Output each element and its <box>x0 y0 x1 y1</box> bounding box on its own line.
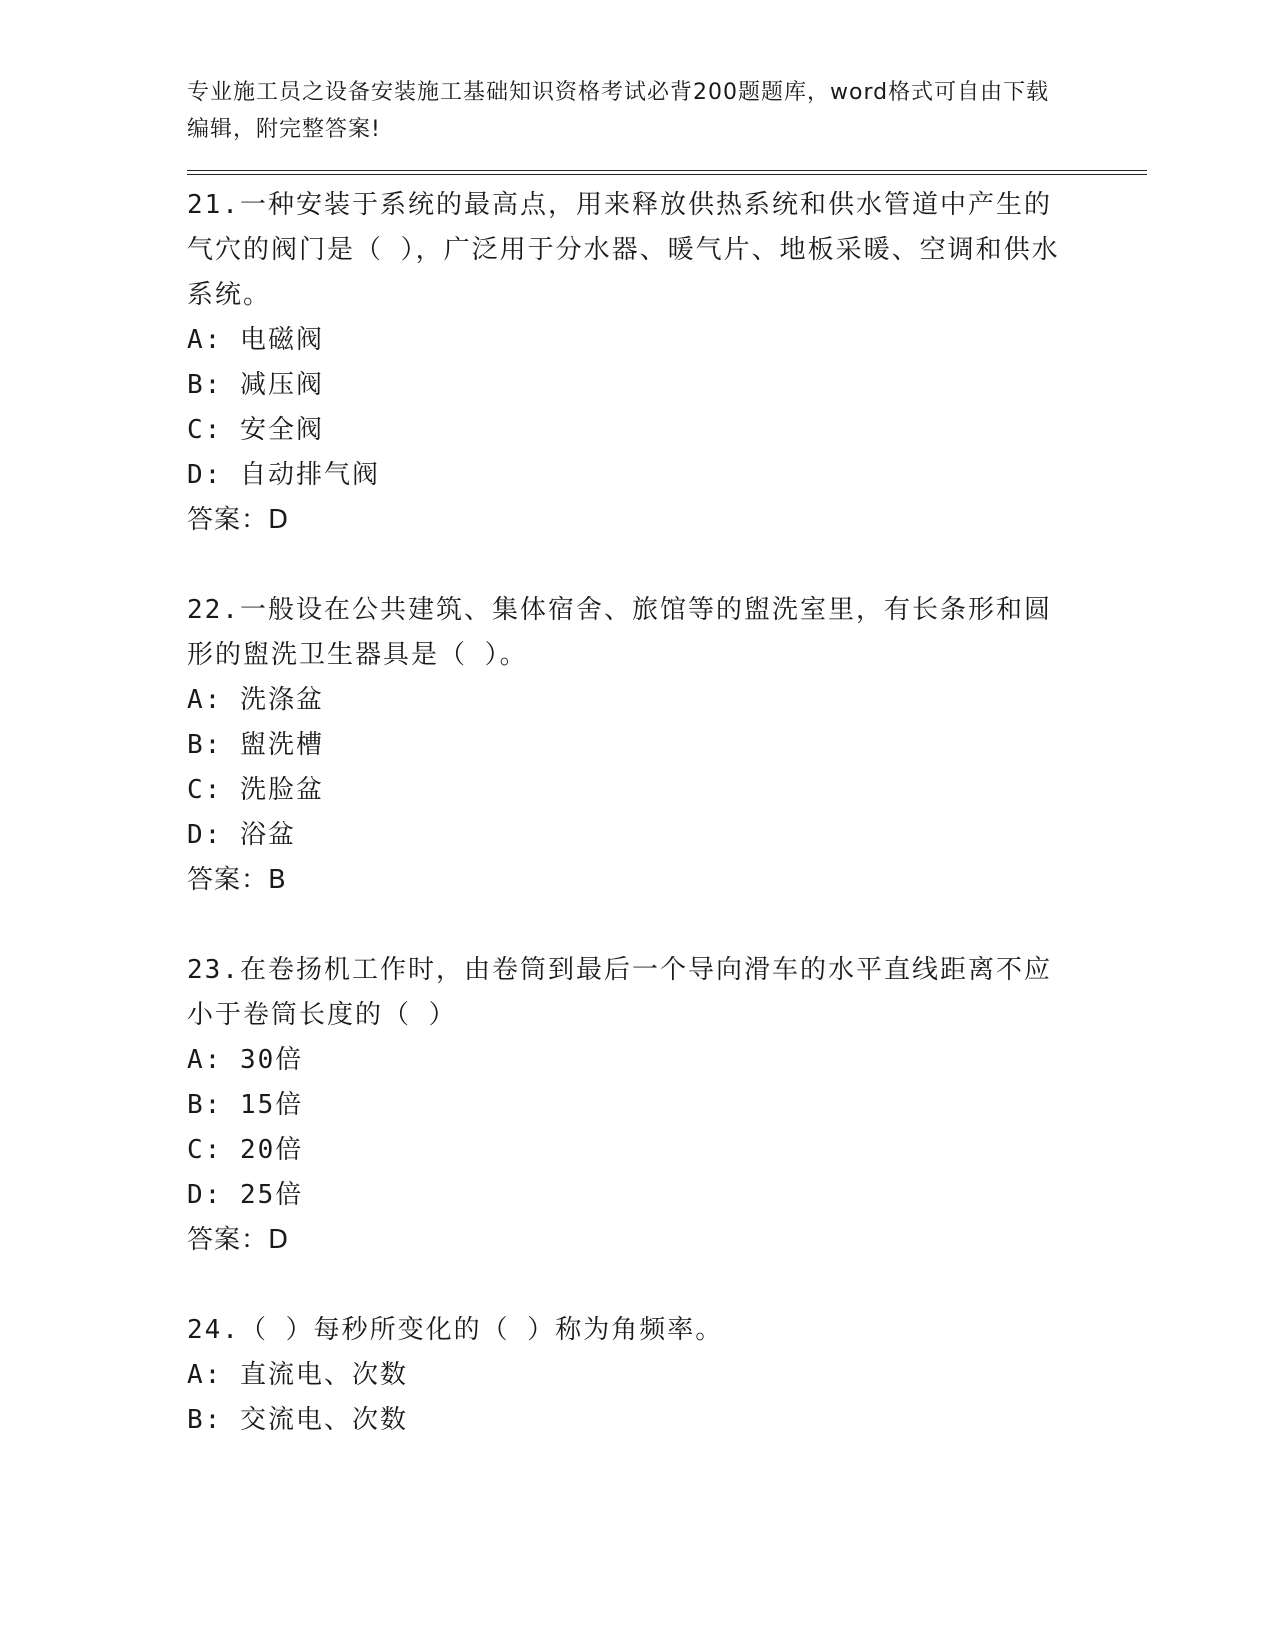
question-stem: 21.一种安装于系统的最高点，用来释放供热系统和供水管道中产生的气穴的阀门是（ ），广泛用于分水器、暖气片、地板采暖、空调和供水系统。 <box>187 190 1060 310</box>
document-header: 专业施工员之设备安装施工基础知识资格考试必背200题题库，word格式可自由下载编辑，附完整答案! <box>187 80 1050 142</box>
option-d: D: 25倍 <box>187 1180 304 1210</box>
option-a: A: 30倍 <box>187 1045 304 1075</box>
option-c: C: 洗脸盆 <box>187 775 324 805</box>
question-21 <box>187 183 1147 543</box>
option-b: B: 盥洗槽 <box>187 730 324 760</box>
option-a: A: 电磁阀 <box>187 325 324 355</box>
answer-text: 答案：B <box>187 865 287 895</box>
option-a: A: 直流电、次数 <box>187 1360 408 1390</box>
question-24 <box>187 1308 1147 1443</box>
option-b: B: 交流电、次数 <box>187 1405 408 1435</box>
question-23 <box>187 948 1147 1263</box>
option-c: C: 20倍 <box>187 1135 304 1165</box>
option-d: D: 自动排气阀 <box>187 460 380 490</box>
question-stem: 22.一般设在公共建筑、集体宿舍、旅馆等的盥洗室里，有长条形和圆形的盥洗卫生器具是（ ）。 <box>187 595 1052 670</box>
header-divider <box>187 170 1147 175</box>
question-stem: 23.在卷扬机工作时，由卷筒到最后一个导向滑车的水平直线距离不应小于卷筒长度的（ ） <box>187 955 1052 1030</box>
option-c: C: 安全阀 <box>187 415 324 445</box>
option-d: D: 浴盆 <box>187 820 296 850</box>
answer-text: 答案：D <box>187 505 290 535</box>
question-22 <box>187 588 1147 903</box>
question-list <box>187 183 1147 1443</box>
document-page <box>187 74 1147 1488</box>
option-b: B: 15倍 <box>187 1090 304 1120</box>
option-b: B: 减压阀 <box>187 370 324 400</box>
question-stem: 24.（ ）每秒所变化的（ ）称为角频率。 <box>187 1315 724 1345</box>
answer-text: 答案：D <box>187 1225 290 1255</box>
option-a: A: 洗涤盆 <box>187 685 324 715</box>
